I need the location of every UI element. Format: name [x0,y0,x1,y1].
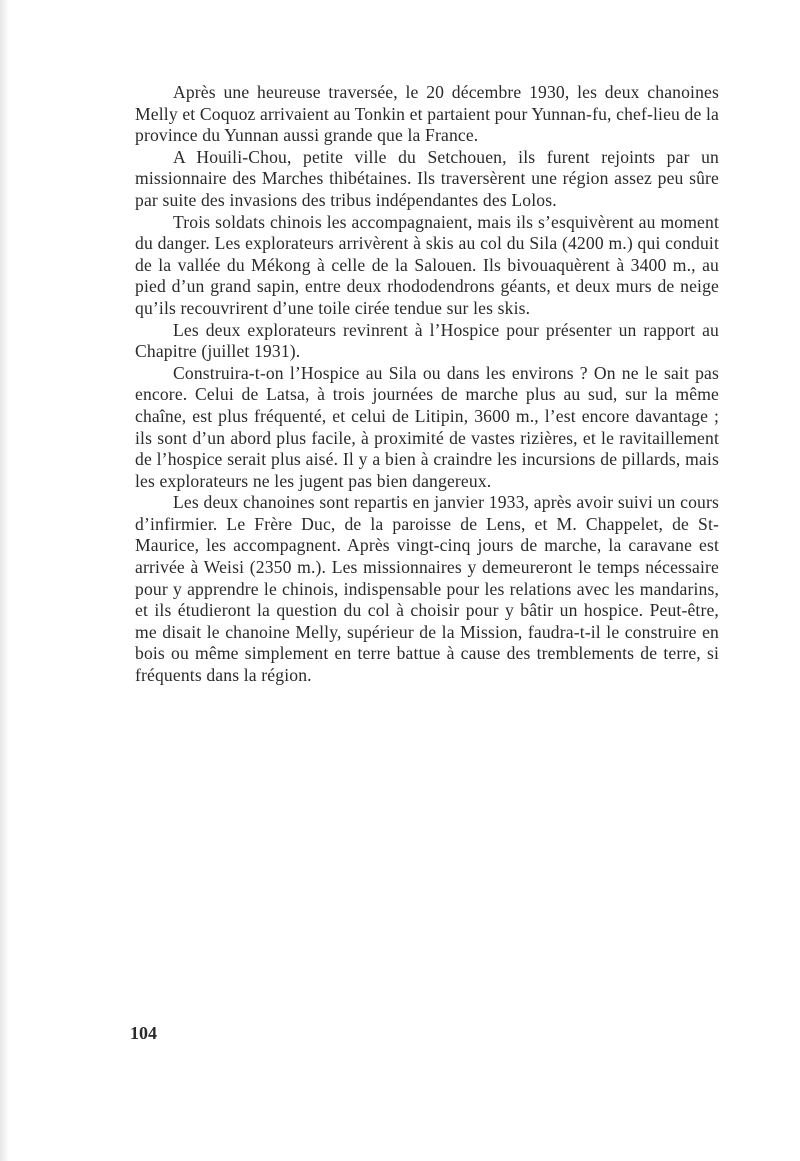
paragraph: Construira-t-on l’Hospice au Sila ou dans les environs ? On ne le sait pas encore. Celui de Latsa, à trois journées de marche plus au sud, sur la même chaîne, est plus fréquenté, et celui de Litipin, 3600 m., l’est encore davantage ; ils sont d’un abord plus facile, à proximité de vastes rizières, et le ravitaillement de l’hospice serait plus aisé. Il y a bien à craindre les incursions de pillards, mais les explorateurs ne les jugent pas bien dangereux. [135,362,719,491]
paragraph: Après une heureuse traversée, le 20 décembre 1930, les deux chanoines Melly et Coquoz arrivaient au Tonkin et partaient pour Yunnan-fu, chef-lieu de la province du Yunnan aussi grande que la France. [135,82,719,146]
page-edge-shadow [0,0,10,1161]
paragraph: Trois soldats chinois les accompagnaient, mais ils s’esquivèrent au moment du danger. Les explorateurs arrivèrent à skis au col du Sila (4200 m.) qui conduit de la vallée du Mékong à celle de la Salouen. Ils bivouaquèrent à 3400 m., au pied d’un grand sapin, entre deux rhododendrons géants, et deux murs de neige qu’ils recouvrirent d’une toile cirée tendue sur les skis. [135,211,719,318]
paragraph: Les deux chanoines sont repartis en janvier 1933, après avoir suivi un cours d’infirmier. Le Frère Duc, de la paroisse de Lens, et M. Chappelet, de St-Maurice, les accompagnent. Après vingt-cinq jours de marche, la caravane est arrivée à Weisi (2350 m.). Les missionnaires y demeureront le temps nécessaire pour y apprendre le chinois, indispensable pour les relations avec les mandarins, et ils étudieront la question du col à choisir pour y bâtir un hospice. Peut-être, me disait le chanoine Melly, supérieur de la Mission, faudra-t-il le construire en bois ou même simplement en terre battue à cause des tremblements de terre, si fréquents dans la région. [135,492,719,686]
page-number: 104 [130,1023,157,1043]
body-text [135,82,719,687]
paragraph: Les deux explorateurs revinrent à l’Hospice pour présenter un rapport au Chapitre (juillet 1931). [135,319,719,362]
paragraph: A Houili-Chou, petite ville du Setchouen, ils furent rejoints par un missionnaire des Marches thibétaines. Ils traversèrent une région assez peu sûre par suite des invasions des tribus indépendantes des Lolos. [135,146,719,210]
